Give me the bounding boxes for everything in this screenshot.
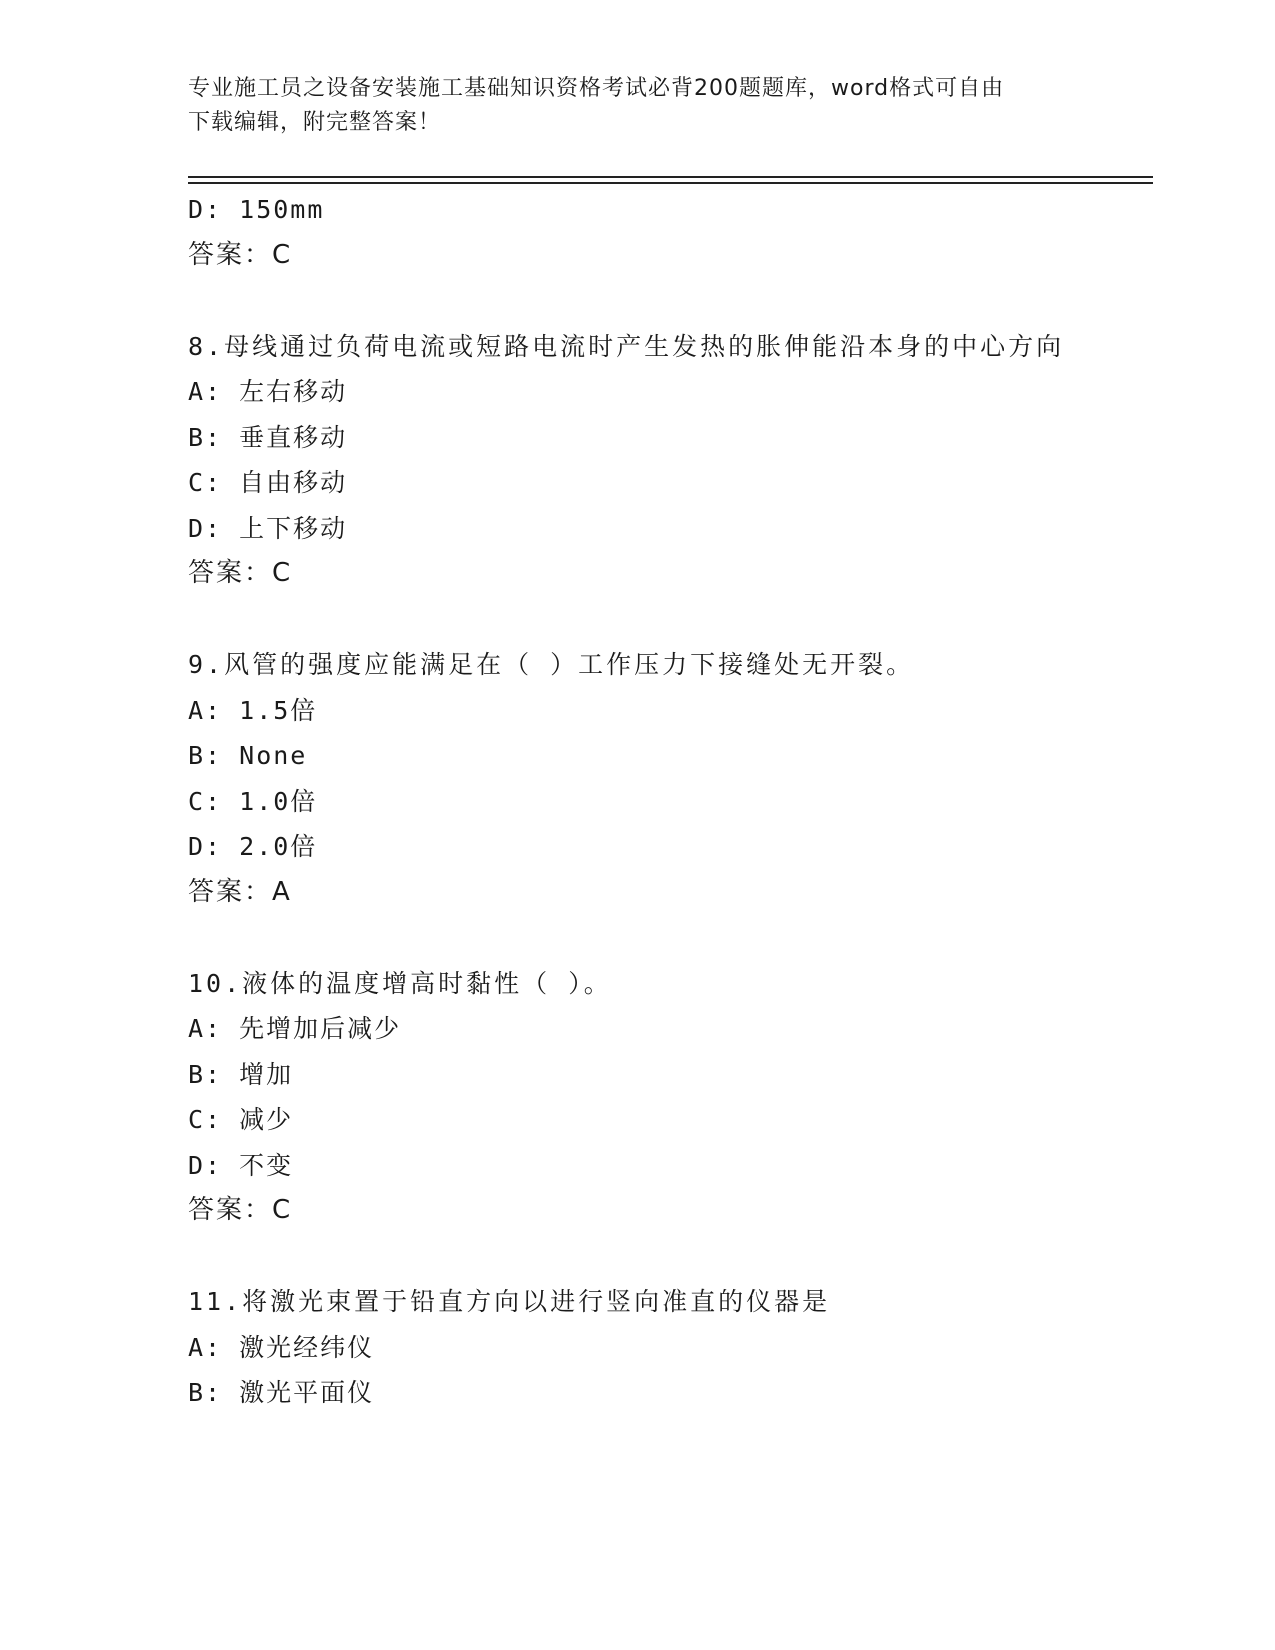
option-d: D: 150mm — [188, 195, 325, 224]
question-11 — [188, 1279, 1088, 1416]
document-header — [188, 72, 1068, 140]
option-b: B: 增加 — [188, 1059, 294, 1089]
answer-line: 答案：C — [188, 1195, 293, 1225]
option-a: A: 左右移动 — [188, 377, 348, 406]
header-line-2: 下载编辑，附完整答案！ — [188, 110, 442, 135]
answer-line: 答案：A — [188, 876, 292, 907]
option-c: C: 减少 — [188, 1105, 294, 1134]
question-text: 10.液体的温度增高时黏性（ ）。 — [188, 968, 612, 998]
question-text: 9.风管的强度应能满足在（ ）工作压力下接缝处无开裂。 — [188, 650, 915, 679]
answer-line: 答案：C — [188, 558, 293, 588]
question-10 — [188, 961, 1088, 1234]
option-b: B: None — [188, 741, 308, 770]
option-a: A: 激光经纬仪 — [188, 1332, 375, 1362]
spacer — [188, 597, 1088, 643]
option-b: B: 激光平面仪 — [188, 1378, 375, 1407]
option-d: D: 上下移动 — [188, 513, 348, 543]
option-c: C: 自由移动 — [188, 468, 348, 497]
option-a: A: 1.5倍 — [188, 695, 318, 725]
option-b: B: 垂直移动 — [188, 422, 348, 452]
option-c: C: 1.0倍 — [188, 786, 318, 816]
question-text: 8.母线通过负荷电流或短路电流时产生发热的胀伸能沿本身的中心方向 — [188, 331, 1065, 361]
question-text: 11.将激光束置于铅直方向以进行竖向准直的仪器是 — [188, 1287, 831, 1316]
spacer — [188, 278, 1088, 324]
header-divider-bottom — [188, 182, 1153, 184]
spacer — [188, 1234, 1088, 1280]
header-line-1: 专业施工员之设备安装施工基础知识资格考试必背200题题库，word格式可自由 — [188, 76, 1005, 101]
question-7-tail — [188, 187, 1088, 278]
question-9 — [188, 642, 1088, 915]
option-d: D: 不变 — [188, 1150, 294, 1180]
question-list — [188, 187, 1088, 1416]
answer-line: 答案：C — [188, 239, 293, 270]
option-d: D: 2.0倍 — [188, 832, 318, 861]
option-a: A: 先增加后减少 — [188, 1014, 402, 1043]
spacer — [188, 915, 1088, 961]
header-divider-top — [188, 176, 1153, 178]
question-8 — [188, 324, 1088, 597]
